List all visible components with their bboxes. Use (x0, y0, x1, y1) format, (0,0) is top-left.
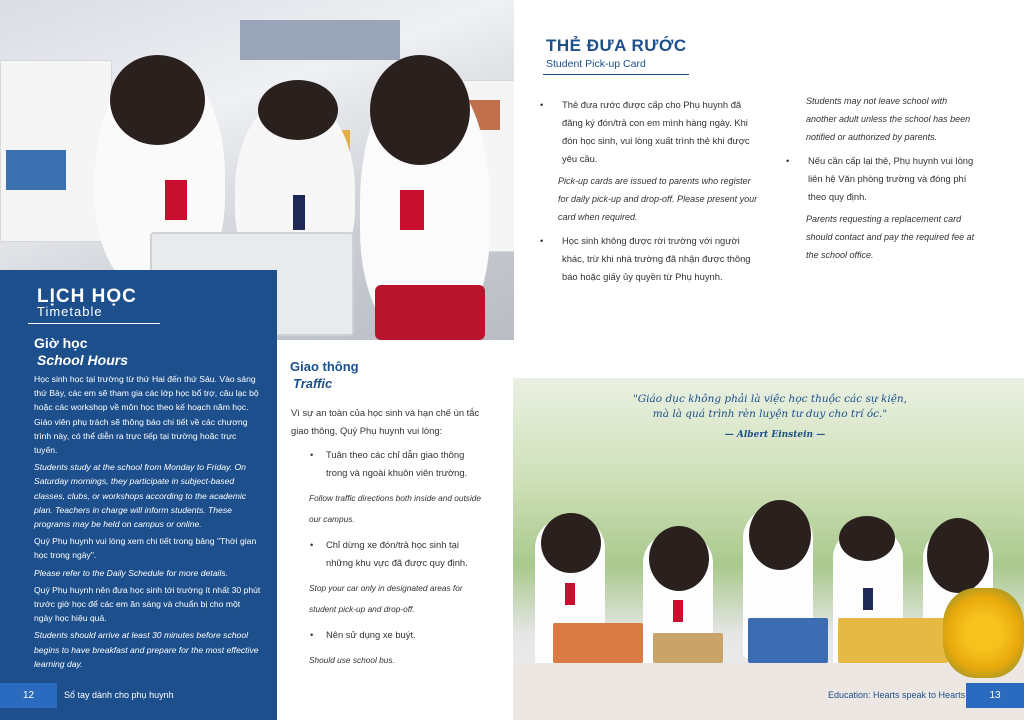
school-hours-heading-en: School Hours (37, 352, 129, 368)
pickup-column-2 (786, 90, 976, 270)
page-number-right: 13 (966, 683, 1024, 708)
traffic-body (291, 404, 487, 677)
timetable-para3-en: Students should arrive at least 30 minutes before school begins to have breakfast and prepare for the most effective learning day. (34, 630, 259, 669)
timetable-panel (0, 270, 277, 720)
traffic-item-3: • Nên sử dụng xe buýt. (291, 626, 487, 644)
pickup-item-1-en: Pick-up cards are issued to parents who register for daily pick-up and drop-off. Please present your card when required. (558, 176, 758, 222)
pickup-item-3: • Nếu cần cấp lại thẻ, Phụ huynh vui lòng liên hệ Văn phòng trường và đóng phí theo quy định. (786, 152, 976, 206)
footer-left-text: Sổ tay dành cho phụ huynh (64, 690, 174, 700)
traffic-heading-en: Traffic (293, 376, 333, 391)
traffic-item-1: • Tuân theo các chỉ dẫn giao thông trong và ngoài khuôn viên trường. (291, 446, 487, 482)
pickup-item-1: • Thẻ đưa rước được cấp cho Phụ huynh đã đăng ký đón/trả con em mình hàng ngày. Khi đón học sinh, vui lòng xuất trình thẻ khi được yêu cầu. (540, 96, 762, 168)
einstein-quote (600, 392, 940, 422)
traffic-heading-vn: Giao thông (290, 359, 359, 374)
timetable-title: LỊCH HỌC (37, 286, 137, 307)
traffic-intro: Vì sự an toàn của học sinh và hạn chế ùn tắc giao thông, Quý Phụ huynh vui lòng: (291, 407, 480, 436)
quote-line-1: "Giáo dục không phải là việc học thuộc các sự kiện, (632, 393, 908, 405)
pickup-item-2-en: Students may not leave school with another adult unless the school has been notified or authorized by parents. (806, 96, 971, 142)
school-hours-heading-vn: Giờ học (34, 335, 88, 351)
traffic-item-1-en: Follow traffic directions both inside and outside our campus. (309, 493, 482, 524)
timetable-para2: Quý Phụ huynh vui lòng xem chi tiết trong bảng "Thời gian học trong ngày". (34, 536, 257, 561)
title-rule (28, 323, 160, 324)
timetable-para3: Quý Phụ huynh nên đưa học sinh tới trường ít nhất 30 phút trước giờ học để các em ăn sáng và chuẩn bị cho một ngày học hiệu quả. (34, 584, 261, 624)
timetable-body (34, 372, 261, 674)
quote-author: — Albert Einstein — (724, 430, 826, 440)
timetable-subtitle: Timetable (37, 304, 103, 319)
pickup-item-2: • Học sinh không được rời trường với người khác, trừ khi nhà trường đã nhận được thông báo hoặc giấy ủy quyền từ Phụ huynh. (540, 232, 762, 286)
pickup-rule (543, 74, 689, 75)
timetable-para2-en: Please refer to the Daily Schedule for more details. (34, 567, 228, 578)
timetable-para1: Học sinh học tại trường từ thứ Hai đến thứ Sáu. Vào sáng thứ Bảy, các em sẽ tham gia các lớp học bổ trợ, câu lạc bộ hoặc các workshop về môn học theo kế hoạch năm học. Giáo viên phụ trách sẽ thông báo chi tiết về các chương trình này, có thể diễn ra trực tiếp tại trường hoặc trực tuyến. (34, 374, 259, 456)
pickup-item-3-en: Parents requesting a replacement card should contact and pay the required fee at the school office. (806, 214, 975, 260)
traffic-item-2: • Chỉ dừng xe đón/trả học sinh tại những khu vực đã được quy định. (291, 536, 487, 572)
pickup-title: THẺ ĐƯA RƯỚC (546, 36, 687, 55)
timetable-para1-en: Students study at the school from Monday to Friday. On Saturday mornings, they participate in subject-based classes, clubs, or workshops according to the academic plan. Teachers in charge will inform students. These programs may be held on campus or online. (34, 462, 247, 530)
traffic-item-2-en: Stop your car only in designated areas for student pick-up and drop-off. (309, 583, 463, 614)
page-number-left: 12 (0, 683, 57, 708)
footer-right-text: Education: Hearts speak to Hearts (828, 690, 966, 700)
traffic-item-3-en: Should use school bus. (309, 655, 395, 665)
pickup-column-1 (540, 96, 762, 290)
quote-line-2: mà là quá trình rèn luyện tư duy cho trí óc." (652, 408, 888, 420)
pickup-subtitle: Student Pick-up Card (546, 58, 646, 70)
